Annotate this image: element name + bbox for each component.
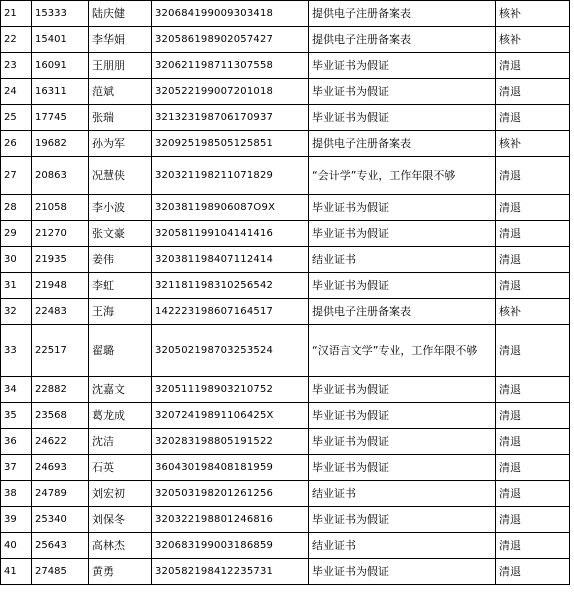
cell-exam-no: 22517 — [32, 325, 89, 377]
cell-id-no: 320925198505125851 — [152, 131, 309, 157]
cell-result: 清退 — [496, 53, 570, 79]
cell-result: 清退 — [496, 377, 570, 403]
cell-no: 34 — [1, 377, 32, 403]
table-row — [1, 53, 570, 79]
cell-id-no: 142223198607164517 — [152, 299, 309, 325]
table-row — [1, 533, 570, 559]
cell-no: 37 — [1, 455, 32, 481]
table-row — [1, 79, 570, 105]
cell-no: 29 — [1, 221, 32, 247]
cell-id-no: 360430198408181959 — [152, 455, 309, 481]
cell-id-no: 320586198902057427 — [152, 27, 309, 53]
records-table-body — [1, 1, 570, 585]
cell-id-no: 320322198801246816 — [152, 507, 309, 533]
cell-no: 30 — [1, 247, 32, 273]
cell-exam-no: 16091 — [32, 53, 89, 79]
cell-exam-no: 24622 — [32, 429, 89, 455]
cell-name: 况慧侠 — [89, 157, 152, 195]
cell-result: 清退 — [496, 157, 570, 195]
cell-exam-no: 24693 — [32, 455, 89, 481]
cell-result: 清退 — [496, 221, 570, 247]
table-row — [1, 1, 570, 27]
cell-reason: 提供电子注册备案表 — [309, 27, 496, 53]
cell-name: 李小波 — [89, 195, 152, 221]
cell-result: 清退 — [496, 403, 570, 429]
cell-id-no: 320321198211071829 — [152, 157, 309, 195]
cell-name: 范斌 — [89, 79, 152, 105]
cell-no: 23 — [1, 53, 32, 79]
cell-name: 葛龙成 — [89, 403, 152, 429]
cell-no: 32 — [1, 299, 32, 325]
cell-id-no: 320503198201261256 — [152, 481, 309, 507]
cell-id-no: 320381198407112414 — [152, 247, 309, 273]
cell-exam-no: 20863 — [32, 157, 89, 195]
cell-name: 王朋朋 — [89, 53, 152, 79]
cell-name: 沈嘉文 — [89, 377, 152, 403]
cell-result: 清退 — [496, 325, 570, 377]
cell-id-no: 321323198706170937 — [152, 105, 309, 131]
cell-exam-no: 21948 — [32, 273, 89, 299]
table-row — [1, 455, 570, 481]
cell-exam-no: 27485 — [32, 559, 89, 585]
cell-id-no: 320283198805191522 — [152, 429, 309, 455]
table-row — [1, 559, 570, 585]
cell-reason: 毕业证书为假证 — [309, 403, 496, 429]
cell-result: 清退 — [496, 429, 570, 455]
cell-reason: 毕业证书为假证 — [309, 105, 496, 131]
cell-id-no: 320581199104141416 — [152, 221, 309, 247]
cell-name: 刘保冬 — [89, 507, 152, 533]
cell-reason: 结业证书 — [309, 533, 496, 559]
cell-name: 姜伟 — [89, 247, 152, 273]
cell-exam-no: 21058 — [32, 195, 89, 221]
cell-exam-no: 16311 — [32, 79, 89, 105]
cell-name: 张瑞 — [89, 105, 152, 131]
table-row — [1, 105, 570, 131]
cell-exam-no: 15333 — [32, 1, 89, 27]
cell-result: 核补 — [496, 131, 570, 157]
cell-id-no: 32072419891106425X — [152, 403, 309, 429]
table-row — [1, 131, 570, 157]
cell-id-no: 320502198703253524 — [152, 325, 309, 377]
cell-reason: 毕业证书为假证 — [309, 53, 496, 79]
cell-result: 核补 — [496, 1, 570, 27]
cell-exam-no: 22483 — [32, 299, 89, 325]
cell-exam-no: 25643 — [32, 533, 89, 559]
cell-id-no: 320522199007201018 — [152, 79, 309, 105]
cell-result: 清退 — [496, 105, 570, 131]
cell-name: 沈洁 — [89, 429, 152, 455]
table-row — [1, 377, 570, 403]
cell-reason: 毕业证书为假证 — [309, 455, 496, 481]
table-row — [1, 157, 570, 195]
cell-reason: 毕业证书为假证 — [309, 377, 496, 403]
cell-reason: 提供电子注册备案表 — [309, 131, 496, 157]
table-row — [1, 481, 570, 507]
cell-no: 40 — [1, 533, 32, 559]
cell-name: 陆庆健 — [89, 1, 152, 27]
cell-id-no: 320381198906087O9X — [152, 195, 309, 221]
table-row — [1, 325, 570, 377]
cell-result: 核补 — [496, 27, 570, 53]
cell-no: 28 — [1, 195, 32, 221]
cell-name: 李虹 — [89, 273, 152, 299]
cell-name: 王海 — [89, 299, 152, 325]
cell-exam-no: 17745 — [32, 105, 89, 131]
cell-exam-no: 21935 — [32, 247, 89, 273]
cell-exam-no: 25340 — [32, 507, 89, 533]
cell-no: 31 — [1, 273, 32, 299]
table-row — [1, 299, 570, 325]
cell-reason: 结业证书 — [309, 247, 496, 273]
cell-reason: “汉语言文学”专业，工作年限不够 — [309, 325, 496, 377]
cell-result: 清退 — [496, 195, 570, 221]
cell-no: 35 — [1, 403, 32, 429]
cell-exam-no: 15401 — [32, 27, 89, 53]
cell-exam-no: 21270 — [32, 221, 89, 247]
cell-no: 24 — [1, 79, 32, 105]
cell-result: 清退 — [496, 247, 570, 273]
cell-name: 孙为军 — [89, 131, 152, 157]
table-row — [1, 27, 570, 53]
table-row — [1, 195, 570, 221]
cell-no: 26 — [1, 131, 32, 157]
cell-no: 36 — [1, 429, 32, 455]
cell-id-no: 320684199009303418 — [152, 1, 309, 27]
cell-id-no: 321181198310256542 — [152, 273, 309, 299]
cell-id-no: 320683199003186859 — [152, 533, 309, 559]
table-row — [1, 273, 570, 299]
cell-name: 张文豪 — [89, 221, 152, 247]
cell-exam-no: 22882 — [32, 377, 89, 403]
cell-name: 翟璐 — [89, 325, 152, 377]
cell-result: 清退 — [496, 533, 570, 559]
cell-result: 清退 — [496, 507, 570, 533]
cell-reason: 毕业证书为假证 — [309, 273, 496, 299]
cell-no: 41 — [1, 559, 32, 585]
cell-name: 黄勇 — [89, 559, 152, 585]
cell-id-no: 320621198711307558 — [152, 53, 309, 79]
cell-no: 33 — [1, 325, 32, 377]
cell-no: 22 — [1, 27, 32, 53]
cell-reason: 提供电子注册备案表 — [309, 299, 496, 325]
cell-reason: 毕业证书为假证 — [309, 221, 496, 247]
cell-reason: 结业证书 — [309, 481, 496, 507]
cell-reason: 毕业证书为假证 — [309, 559, 496, 585]
cell-name: 高林杰 — [89, 533, 152, 559]
table-row — [1, 429, 570, 455]
cell-no: 27 — [1, 157, 32, 195]
cell-id-no: 320582198412235731 — [152, 559, 309, 585]
cell-exam-no: 19682 — [32, 131, 89, 157]
cell-reason: 毕业证书为假证 — [309, 195, 496, 221]
cell-id-no: 320511198903210752 — [152, 377, 309, 403]
cell-reason: 提供电子注册备案表 — [309, 1, 496, 27]
cell-reason: 毕业证书为假证 — [309, 429, 496, 455]
cell-result: 核补 — [496, 299, 570, 325]
cell-result: 清退 — [496, 455, 570, 481]
cell-result: 清退 — [496, 273, 570, 299]
cell-no: 38 — [1, 481, 32, 507]
table-row — [1, 507, 570, 533]
cell-no: 39 — [1, 507, 32, 533]
cell-reason: “会计学”专业，工作年限不够 — [309, 157, 496, 195]
table-row — [1, 221, 570, 247]
cell-name: 刘宏初 — [89, 481, 152, 507]
cell-reason: 毕业证书为假证 — [309, 507, 496, 533]
cell-result: 清退 — [496, 481, 570, 507]
table-row — [1, 247, 570, 273]
cell-exam-no: 23568 — [32, 403, 89, 429]
cell-name: 石英 — [89, 455, 152, 481]
cell-reason: 毕业证书为假证 — [309, 79, 496, 105]
cell-exam-no: 24789 — [32, 481, 89, 507]
cell-result: 清退 — [496, 79, 570, 105]
cell-name: 李华娟 — [89, 27, 152, 53]
table-row — [1, 403, 570, 429]
cell-no: 21 — [1, 1, 32, 27]
cell-result: 清退 — [496, 559, 570, 585]
cell-no: 25 — [1, 105, 32, 131]
